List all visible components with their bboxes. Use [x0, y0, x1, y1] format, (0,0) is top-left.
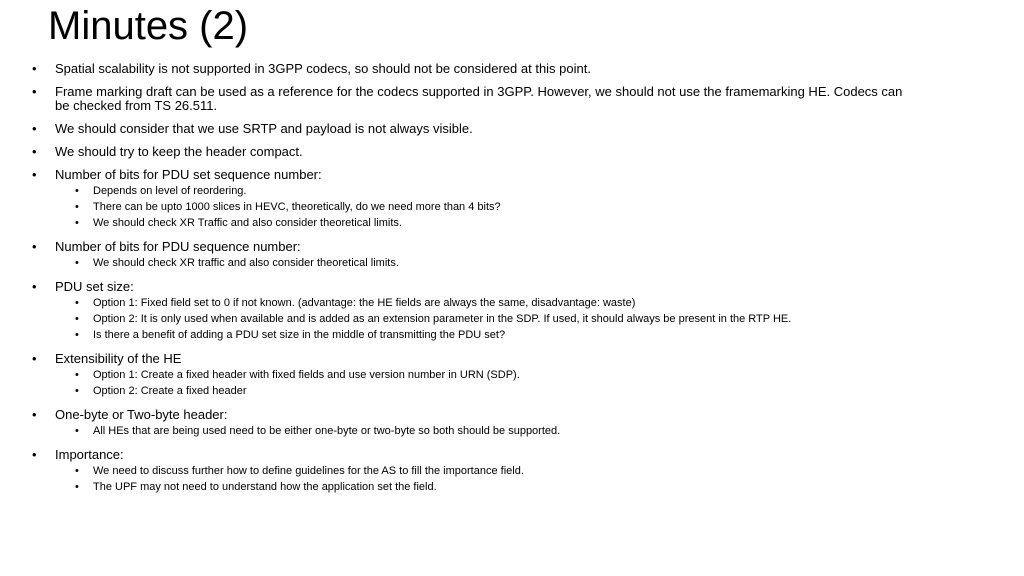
bullet-item — [30, 280, 910, 343]
bullet-dot-icon: • — [32, 84, 37, 99]
bullet-dot-icon: • — [32, 447, 37, 462]
bullet-text: We should consider that we use SRTP and payload is not always visible. — [55, 121, 473, 136]
sub-bullet-item — [55, 384, 910, 399]
sub-bullet-text: We need to discuss further how to define guidelines for the AS to fill the importance field. — [93, 465, 524, 477]
sub-bullet-item — [55, 216, 910, 231]
bullet-text: Extensibility of the HE — [55, 351, 182, 366]
sub-bullet-list — [55, 368, 910, 399]
sub-bullet-item — [55, 200, 910, 215]
sub-bullet-dot-icon: • — [75, 481, 79, 493]
bullet-item — [30, 145, 910, 159]
bullet-text: PDU set size: — [55, 279, 134, 294]
sub-bullet-text: There can be upto 1000 slices in HEVC, theoretically, do we need more than 4 bits? — [93, 201, 501, 213]
sub-bullet-text: The UPF may not need to understand how the application set the field. — [93, 481, 437, 493]
sub-bullet-list — [55, 424, 910, 439]
sub-bullet-item — [55, 368, 910, 383]
bullet-dot-icon: • — [32, 121, 37, 136]
sub-bullet-item — [55, 296, 910, 311]
sub-bullet-dot-icon: • — [75, 313, 79, 325]
bullet-text: Spatial scalability is not supported in 3GPP codecs, so should not be considered at this point. — [55, 61, 591, 76]
bullet-dot-icon: • — [32, 167, 37, 182]
bullet-text: Frame marking draft can be used as a reference for the codecs supported in 3GPP. However, we should not use the framemarking HE. Codecs can be checked from TS 26.511. — [55, 84, 903, 113]
sub-bullet-item — [55, 312, 910, 327]
sub-bullet-list — [55, 464, 910, 495]
sub-bullet-item — [55, 256, 910, 271]
sub-bullet-item — [55, 328, 910, 343]
sub-bullet-item — [55, 480, 910, 495]
bullet-dot-icon: • — [32, 144, 37, 159]
bullet-text: Number of bits for PDU set sequence number: — [55, 167, 322, 182]
sub-bullet-dot-icon: • — [75, 201, 79, 213]
sub-bullet-dot-icon: • — [75, 257, 79, 269]
sub-bullet-item — [55, 424, 910, 439]
sub-bullet-list — [55, 296, 910, 343]
bullet-item — [30, 122, 910, 136]
sub-bullet-dot-icon: • — [75, 385, 79, 397]
sub-bullet-dot-icon: • — [75, 185, 79, 197]
bullet-item — [30, 408, 910, 439]
bullet-dot-icon: • — [32, 279, 37, 294]
sub-bullet-dot-icon: • — [75, 329, 79, 341]
bullet-item — [30, 448, 910, 495]
slide-title: Minutes (2) — [48, 4, 249, 48]
sub-bullet-text: Option 1: Fixed field set to 0 if not known. (advantage: the HE fields are always the same, disadvantage: waste) — [93, 297, 636, 309]
bullet-item — [30, 168, 910, 231]
sub-bullet-text: Is there a benefit of adding a PDU set size in the middle of transmitting the PDU set? — [93, 329, 506, 341]
bullet-text: We should try to keep the header compact. — [55, 144, 303, 159]
bullet-item — [30, 85, 910, 113]
sub-bullet-dot-icon: • — [75, 369, 79, 381]
sub-bullet-text: Option 2: It is only used when available and is added as an extension parameter in the SDP. If used, it should always be present in the RTP HE. — [93, 313, 792, 325]
bullet-item — [30, 352, 910, 399]
sub-bullet-text: We should check XR Traffic and also consider theoretical limits. — [93, 217, 402, 229]
sub-bullet-dot-icon: • — [75, 217, 79, 229]
sub-bullet-item — [55, 184, 910, 199]
sub-bullet-text: Option 2: Create a fixed header — [93, 385, 247, 397]
bullet-dot-icon: • — [32, 239, 37, 254]
bullet-dot-icon: • — [32, 407, 37, 422]
sub-bullet-list — [55, 184, 910, 231]
sub-bullet-text: Option 1: Create a fixed header with fixed fields and use version number in URN (SDP). — [93, 369, 520, 381]
bullet-text: Number of bits for PDU sequence number: — [55, 239, 301, 254]
sub-bullet-dot-icon: • — [75, 425, 79, 437]
bullet-list — [30, 60, 910, 495]
bullet-text: One-byte or Two-byte header: — [55, 407, 228, 422]
sub-bullet-item — [55, 464, 910, 479]
bullet-dot-icon: • — [32, 351, 37, 366]
sub-bullet-text: We should check XR traffic and also consider theoretical limits. — [93, 257, 399, 269]
sub-bullet-text: All HEs that are being used need to be either one-byte or two-byte so both should be supported. — [93, 425, 561, 437]
sub-bullet-text: Depends on level of reordering. — [93, 185, 247, 197]
bullet-text: Importance: — [55, 447, 124, 462]
sub-bullet-list — [55, 256, 910, 271]
sub-bullet-dot-icon: • — [75, 465, 79, 477]
sub-bullet-dot-icon: • — [75, 297, 79, 309]
bullet-dot-icon: • — [32, 61, 37, 76]
bullet-item — [30, 240, 910, 271]
bullet-item — [30, 62, 910, 76]
